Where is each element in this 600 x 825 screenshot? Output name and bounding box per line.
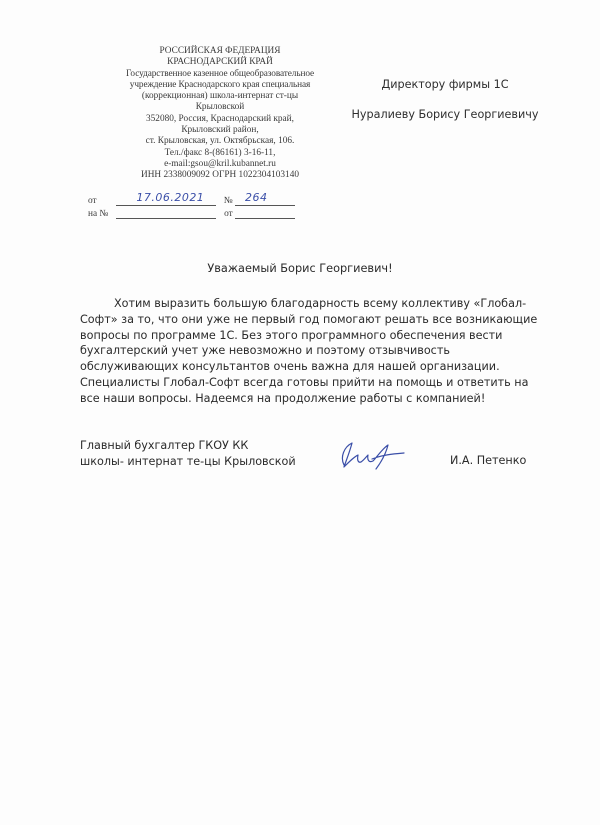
recipient-name: Нуралиеву Борису Георгиевичу <box>351 108 539 121</box>
date-label: от <box>88 196 97 206</box>
letter-body <box>80 296 538 407</box>
reply-number-field <box>116 208 216 219</box>
date-handwritten: 17.06.2021 <box>136 191 205 204</box>
letterhead-address-line-1: 352080, Россия, Краснодарский край, <box>146 113 294 124</box>
letterhead-region: КРАСНОДАРСКИЙ КРАЙ <box>167 57 273 68</box>
letterhead-org-line-2: учреждение Краснодарского края специальная <box>129 79 311 90</box>
body-line: бухгалтерский учет уже невозможно и поэтому отзывчивость <box>80 344 450 358</box>
salutation: Уважаемый Борис Георгиевич! <box>207 262 393 275</box>
date-field <box>116 191 216 206</box>
letterhead-org-line-3: (коррекционная) школа-интернат ст-цы <box>141 91 299 102</box>
body-line: Специалисты Глобал-Софт всегда готовы прийти на помощь и ответить на <box>80 375 529 389</box>
body-line: обслуживающих консультантов очень важна для нашей организации. <box>80 360 500 374</box>
reply-registration <box>88 208 295 219</box>
letterhead-address-line-2: Крыловский район, <box>181 125 259 136</box>
body-line: Софт» за то, что они уже не первый год помогают решать все возникающие <box>80 312 538 326</box>
letterhead-address-line-3: ст. Крыловская, ул. Октябрьская, 106. <box>145 136 295 147</box>
body-line: Хотим выразить большую благодарность всему коллективу «Глобал- <box>114 297 527 310</box>
signatory-name: И.А. Петенко <box>450 454 527 467</box>
letterhead-org-line-4: Крыловской <box>195 102 245 113</box>
letterhead-email: e-mail:gsou@kril.kubannet.ru <box>164 158 276 169</box>
number-label: № <box>223 196 233 206</box>
reply-date-field <box>235 208 295 219</box>
letterhead-phone: Тел./факс 8-(86161) 3-16-11, <box>164 147 276 158</box>
signatory-title-line-1: Главный бухгалтер ГКОУ КК <box>80 439 249 452</box>
number-field <box>235 191 295 206</box>
outgoing-registration <box>88 191 295 206</box>
reply-number-label: на № <box>88 209 109 219</box>
reply-date-label: от <box>224 209 233 219</box>
recipient-position: Директору фирмы 1С <box>381 78 509 91</box>
body-line: вопросы по программе 1С. Без этого программного обеспечения вести <box>80 328 503 342</box>
letterhead-org-line-1: Государственное казенное общеобразовательное <box>125 68 315 79</box>
letterhead-country: РОССИЙСКАЯ ФЕДЕРАЦИЯ <box>159 46 281 56</box>
signatory-title-line-2: школы- интернат те-цы Крыловской <box>80 455 296 468</box>
letterhead-tax-ids: ИНН 2338009092 ОГРН 1022304103140 <box>140 170 299 181</box>
letterhead <box>70 46 370 182</box>
handwritten-signature <box>330 435 410 475</box>
signatory-title <box>80 438 296 470</box>
body-line: все наши вопросы. Надеемся на продолжение работы с компанией! <box>80 391 486 405</box>
number-handwritten: 264 <box>244 191 268 204</box>
